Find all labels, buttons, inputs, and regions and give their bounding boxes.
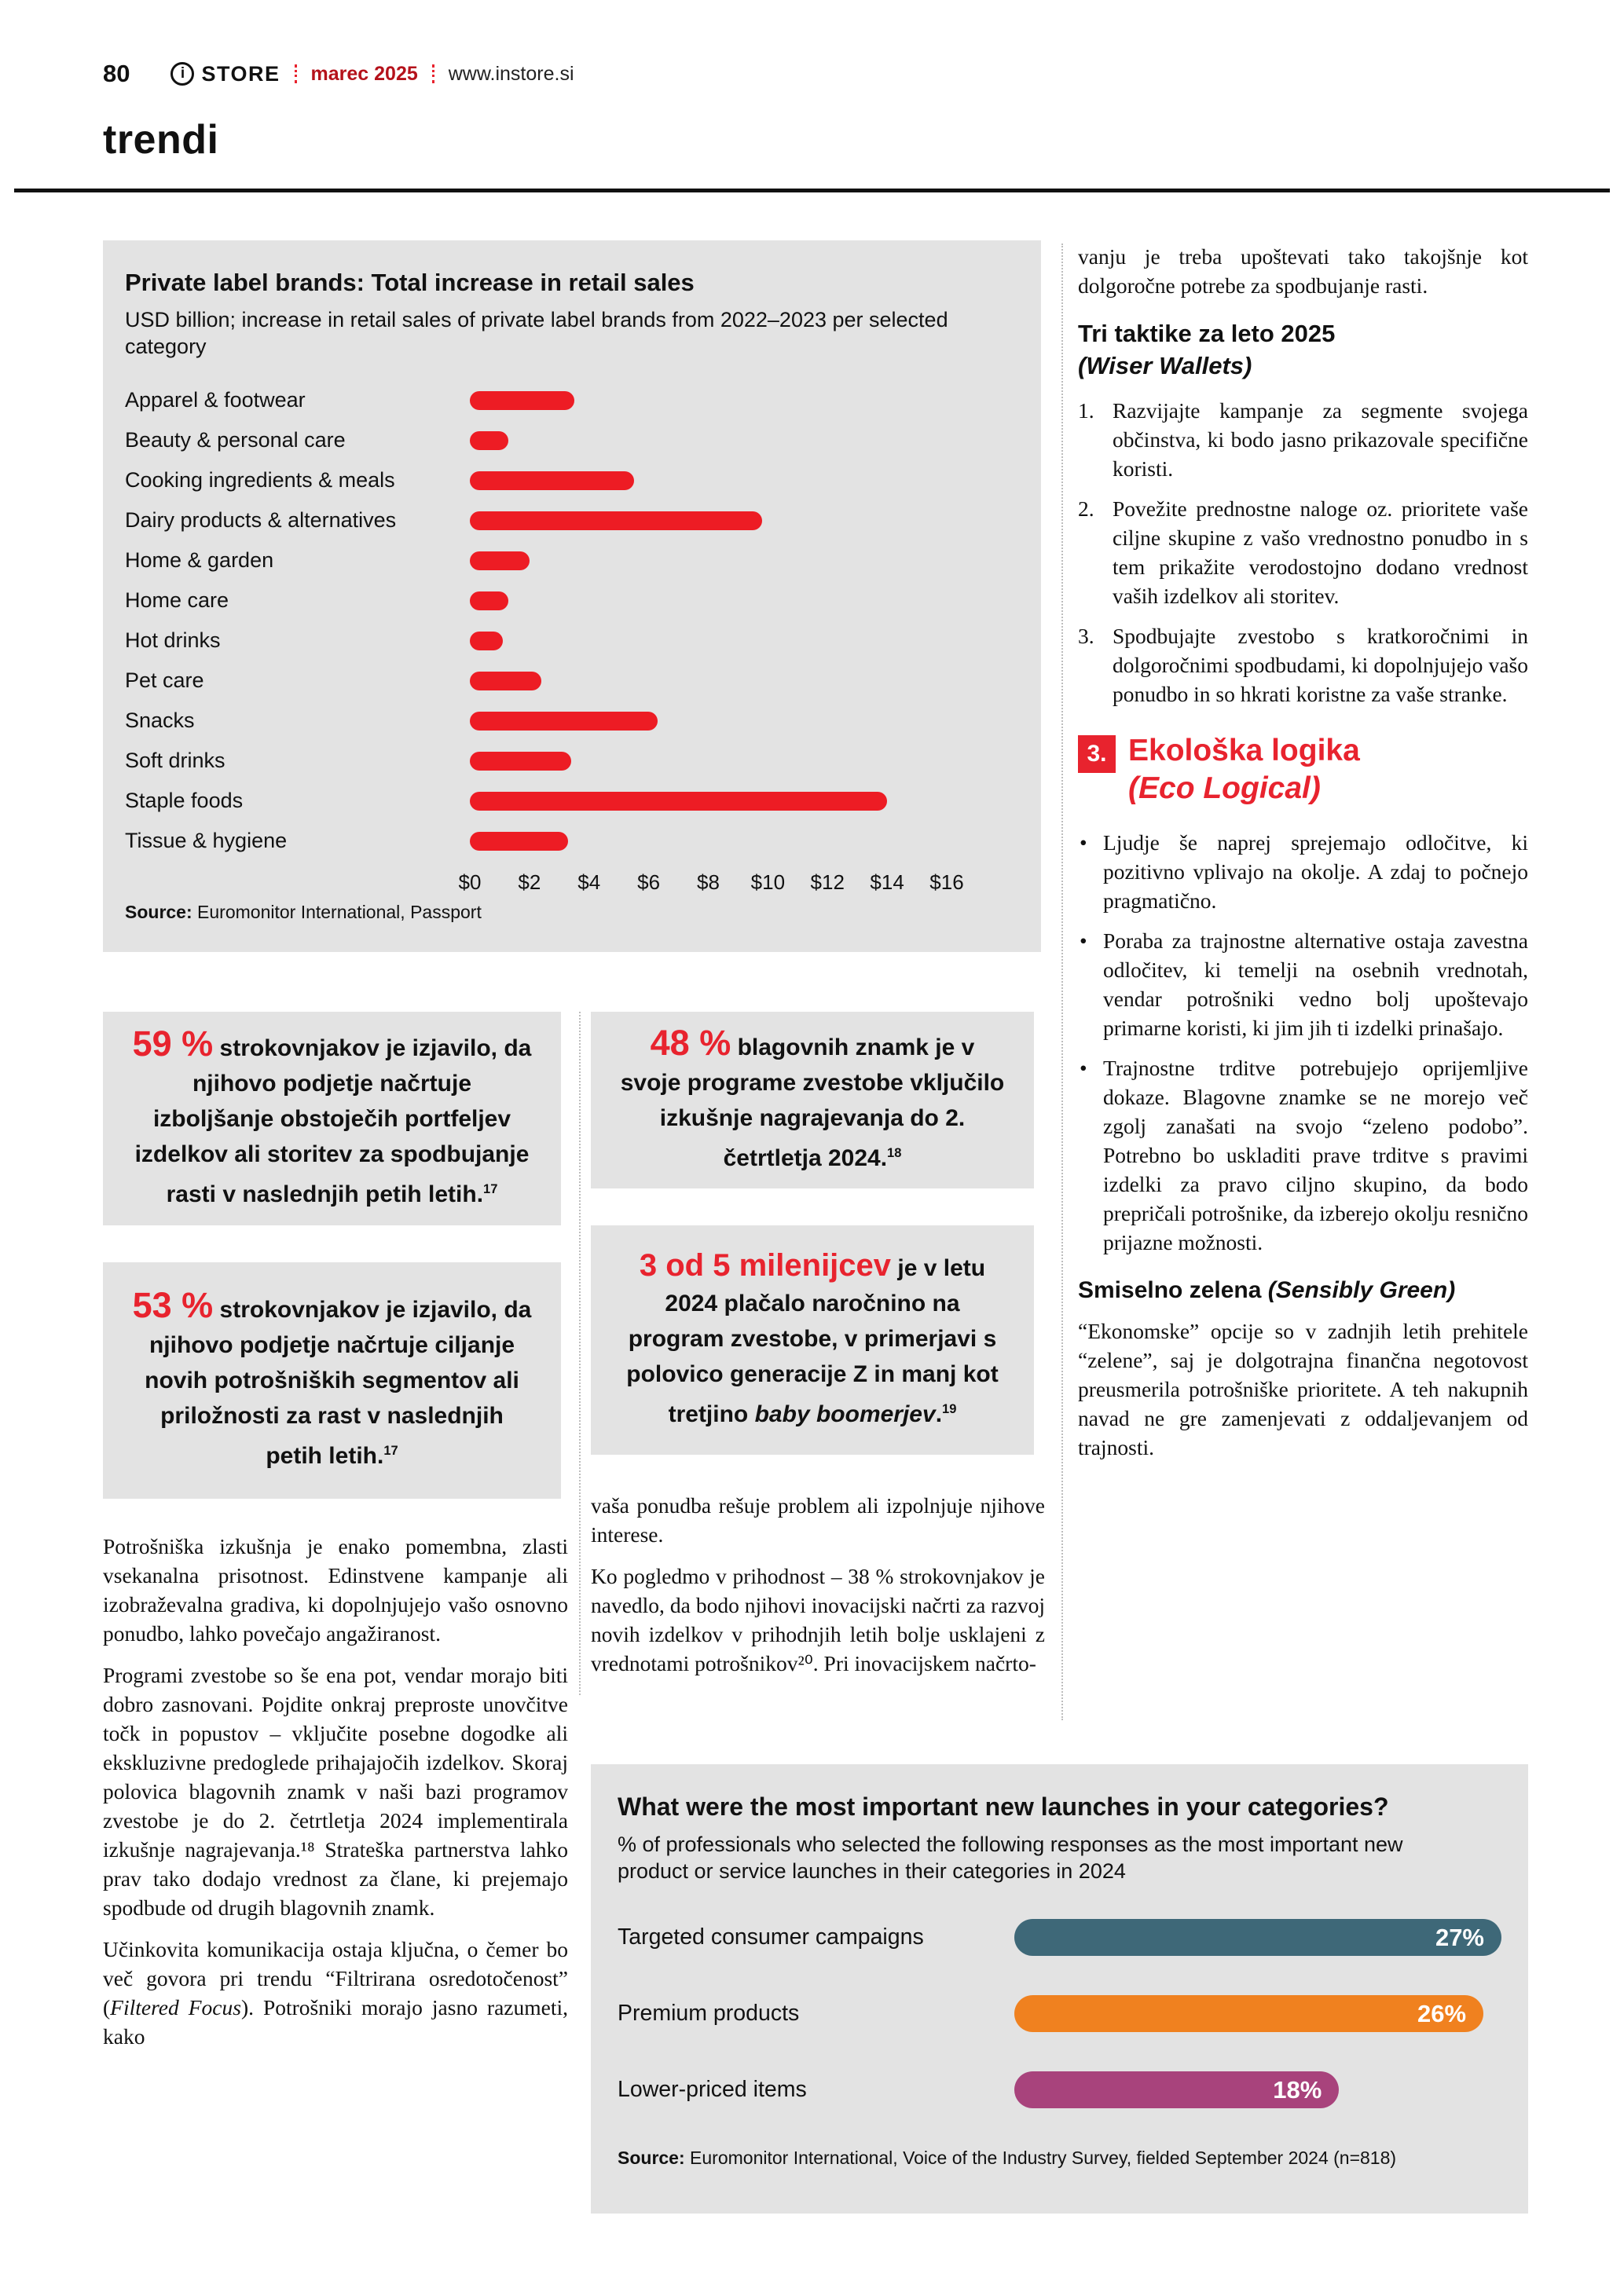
chart1-bar-track: [470, 431, 947, 450]
chart1-bar-track: [470, 391, 947, 410]
tactics-heading-subtitle: (Wiser Wallets): [1078, 352, 1252, 379]
stat-box-content: [619, 1248, 1006, 1432]
chart2-category-label: Lower-priced items: [618, 2077, 807, 2102]
stat-box-content: [131, 1287, 533, 1474]
chart1-axis-tick: $16: [929, 870, 964, 894]
tactic-number: 3.: [1078, 624, 1094, 648]
stat-box-59-percent: [103, 1012, 561, 1225]
paragraph-italic: Filtered Focus: [110, 1995, 241, 2020]
paragraph: vanju je treba upoštevati tako takojšnje kot dolgoročne potrebe za spodbujanje rasti.: [1078, 244, 1528, 298]
chart1-row: [125, 821, 1019, 861]
chart2-category-label: Targeted consumer campaigns: [618, 1924, 924, 1950]
tactics-heading-text: Tri taktike za leto 2025: [1078, 320, 1336, 347]
source-label: Source:: [618, 2148, 685, 2168]
chart2-value-label: 27%: [1435, 1923, 1484, 1951]
footnote-ref: 19: [942, 1402, 957, 1416]
stat-highlight: 53 %: [132, 1285, 214, 1325]
trend-title-subtitle: (Eco Logical): [1128, 771, 1321, 805]
chart1-axis-tick: $2: [518, 870, 541, 894]
masthead-separator: [432, 64, 434, 83]
stat-highlight: 48 %: [650, 1022, 731, 1063]
chart1-bar: [470, 431, 508, 450]
chart2-row: [618, 1995, 1501, 2032]
bullet-item: [1078, 828, 1528, 915]
paragraph-text: Učinkovita komunikacija ostaja ključna, o čemer bo več govora pri trendu “Filtrirana osredotočenost” (: [103, 1937, 568, 2020]
stat-box-content: [619, 1022, 1006, 1176]
chart1-row: [125, 701, 1019, 741]
stat-text: strokovnjakov je izjavilo, da njihovo podjetje načrtuje izboljšanje obstoječih portfeljev izdelkov ali storitev za spodbujanje rasti v naslednjih petih letih.: [134, 1034, 532, 1207]
chart1-bar-track: [470, 712, 947, 731]
left-column: [103, 1532, 568, 2063]
chart1-title: Private label brands: Total increase in retail sales: [125, 269, 695, 296]
chart2-bar-track: [1014, 2071, 1501, 2108]
chart1-category-label: Beauty & personal care: [125, 428, 346, 452]
footnote-ref: 17: [383, 1444, 398, 1458]
chart2-title: What were the most important new launches in your categories?: [618, 1792, 1389, 1821]
chart1-category-label: Home care: [125, 588, 229, 612]
chart1-bar: [470, 632, 503, 650]
brand-logo: [170, 62, 280, 86]
tactic-item: [1078, 621, 1528, 709]
chart1-source: [125, 902, 1019, 923]
chart1-category-label: Cooking ingredients & meals: [125, 468, 395, 492]
chart2-plot-area: [618, 1919, 1501, 2108]
chart1-category-label: Apparel & footwear: [125, 388, 306, 412]
chart1-row: [125, 500, 1019, 540]
chart2-bar: [1014, 1919, 1501, 1956]
chart1-bar: [470, 672, 541, 690]
stat-box-53-percent: [103, 1262, 561, 1499]
green-heading-text: Smiselno zelena: [1078, 1277, 1262, 1303]
tactic-text: Spodbujajte zvestobo s kratkoročnimi in dolgoročnimi spodbudami, ki dopolnjujejo vašo ponudbo in so hkrati koristne za vaše stranke.: [1113, 624, 1528, 706]
stat-italic-text: baby boomerjev: [754, 1401, 936, 1427]
chart1-category-label: Soft drinks: [125, 749, 225, 772]
stat-highlight: 3 od 5 milenijcev: [639, 1248, 892, 1283]
right-column: [1078, 242, 1528, 1474]
stat-box-48-percent: [591, 1012, 1034, 1188]
masthead-separator: [295, 64, 297, 83]
chart1-row: [125, 460, 1019, 500]
bullet-item: [1078, 1053, 1528, 1257]
chart2-source: [618, 2148, 1501, 2169]
chart1-row: [125, 380, 1019, 420]
chart2-bar-track: [1014, 1995, 1501, 2032]
trend-title-block: [1128, 732, 1360, 807]
chart1-axis-tick: $12: [810, 870, 845, 894]
issue-date: marec 2025: [310, 62, 418, 85]
chart1-row: [125, 781, 1019, 821]
stat-text: blagovnih znamk je v svoje programe zvestobe vključilo izkušnje nagrajevanja do 2. četrtletja 2024.: [620, 1034, 1005, 1171]
tactic-item: [1078, 494, 1528, 610]
bullet-text: Trajnostne trditve potrebujejo oprijemljive dokaze. Blagovne znamke se ne morejo več zgolj zanašati na svojo “zeleno podobo”. Potrebno bo uskladiti prave trditve s pravimi izdelki za pravo ciljno skupino, da bodo prepričali potrošnike, da izberejo okolju resnično prijazne možnosti.: [1103, 1056, 1528, 1254]
trend-title: Ekološka logika: [1128, 734, 1360, 767]
chart-private-label-box: [103, 240, 1041, 952]
chart1-row: [125, 621, 1019, 661]
chart1-category-label: Staple foods: [125, 789, 244, 812]
tactic-item: [1078, 396, 1528, 483]
page-number: 80: [103, 60, 130, 87]
chart1-category-label: Tissue & hygiene: [125, 829, 288, 852]
chart-launches-box: [591, 1764, 1528, 2214]
chart1-row: [125, 540, 1019, 580]
chart2-bar-track: [1014, 1919, 1501, 1956]
tactics-heading: [1078, 317, 1528, 382]
chart1-axis-tick: $0: [458, 870, 482, 894]
tactic-text: Razvijajte kampanje za segmente svojega občinstva, ki bodo jasno prikazovale specifične koristi.: [1113, 398, 1528, 481]
chart2-bar: [1014, 2071, 1339, 2108]
paragraph: Programi zvestobe so še ena pot, vendar morajo biti dobro zasnovani. Pojdite onkraj preproste unovčitve točk in popustov – vključite posebne dogodke ali ekskluzivne predoglede prihajajočih izdelkov. Skoraj polovica blagovnih znamk v naši bazi programov zvestobe je do 2. četrtletja 2024 implementirala izkušnje nagrajevanja.¹⁸ Strateška partnerstva lahko prav tako dodajo vrednost za člane, ki prejemajo spodbude od drugih blagovnih znamk.: [103, 1663, 568, 1920]
source-label: Source:: [125, 902, 192, 922]
masthead: [103, 60, 1530, 88]
chart1-bar: [470, 391, 574, 410]
bullet-item: [1078, 926, 1528, 1042]
chart1-bar-track: [470, 551, 947, 570]
website-url: www.instore.si: [448, 62, 574, 85]
bullet-text: Poraba za trajnostne alternative ostaja zavestna odločitev, ki temelji na osebnih vrednotah, vendar potrošniki vedno bolj upoštevajo primarne koristi, ki jim jih ti izdelki prinašajo.: [1103, 928, 1528, 1040]
chart1-row: [125, 580, 1019, 621]
chart1-category-label: Home & garden: [125, 548, 274, 572]
stat-box-millennials: [591, 1225, 1034, 1455]
chart1-subtitle: USD billion; increase in retail sales of private label brands from 2022–2023 per selected category: [125, 308, 948, 358]
chart1-x-axis: [458, 864, 964, 895]
source-text: Euromonitor International, Passport: [197, 902, 482, 922]
paragraph: [103, 1935, 568, 2051]
chart1-bar-track: [470, 832, 947, 851]
section-title: trendi: [103, 117, 219, 163]
chart1-bar-track: [470, 511, 947, 530]
chart2-subtitle: % of professionals who selected the following responses as the most important new product or service launches in their categories in 2024: [618, 1833, 1403, 1883]
source-text: Euromonitor International, Voice of the Industry Survey, fielded September 2024 (n=818): [690, 2148, 1397, 2168]
chart1-bar: [470, 752, 571, 771]
chart1-category-label: Snacks: [125, 709, 195, 732]
bullet-text: Ljudje še naprej sprejemajo odločitve, ki pozitivno vplivajo na okolje. A zdaj to počnejo pragmatično.: [1103, 830, 1528, 913]
chart2-row: [618, 2071, 1501, 2108]
column-divider: [579, 1012, 581, 1695]
stat-highlight: 59 %: [132, 1023, 214, 1064]
chart1-bar-track: [470, 752, 947, 771]
paragraph: vaša ponudba rešuje problem ali izpolnjuje njihove interese.: [591, 1493, 1045, 1547]
chart1-bar: [470, 591, 508, 610]
chart1-axis-tick: $4: [577, 870, 601, 894]
header-rule: [14, 189, 1610, 192]
chart2-value-label: 26%: [1417, 1999, 1467, 2027]
green-heading: [1078, 1277, 1528, 1304]
column-divider: [1061, 244, 1063, 1720]
chart1-category-label: Hot drinks: [125, 628, 221, 652]
brand-name: STORE: [201, 61, 280, 86]
chart1-bar-track: [470, 672, 947, 690]
chart2-bar: [1014, 1995, 1483, 2032]
chart1-bar: [470, 832, 568, 851]
chart1-axis-tick: $10: [750, 870, 786, 894]
chart1-bar-track: [470, 792, 947, 811]
chart2-category-label: Premium products: [618, 2001, 800, 2026]
chart1-bar: [470, 551, 530, 570]
trend-heading: [1078, 732, 1528, 807]
tactic-number: 1.: [1078, 398, 1094, 423]
stat-suffix: .: [935, 1401, 943, 1427]
chart1-category-label: Dairy products & alternatives: [125, 508, 397, 532]
chart2-value-label: 18%: [1273, 2075, 1322, 2104]
green-heading-subtitle: (Sensibly Green): [1267, 1277, 1456, 1303]
stat-text: je v letu 2024 plačalo naročnino na program zvestobe, v primerjavi s polovico generacije Z in manj kot tretjino: [626, 1255, 999, 1427]
chart1-bar-track: [470, 632, 947, 650]
paragraph: Ko pogledmo v prihodnost – 38 % strokovnjakov je navedlo, da bodo njihovi inovacijski načrti za razvoj novih izdelkov v prihodnjih letih bolje usklajeni z vrednotami potrošnikov²⁰. Pri inovacijskem načrto-: [591, 1564, 1045, 1675]
footnote-ref: 18: [887, 1145, 902, 1160]
chart1-bar: [470, 792, 887, 811]
chart1-bar-track: [470, 471, 947, 490]
chart1-bar-track: [470, 591, 947, 610]
trend-number-badge: 3.: [1078, 735, 1116, 773]
tactic-number: 2.: [1078, 496, 1094, 521]
chart1-axis-tick: $8: [697, 870, 720, 894]
chart1-axis-tick: $6: [637, 870, 661, 894]
paragraph: “Ekonomske” opcije so v zadnjih letih prehitele “zelene”, saj je dolgotrajna finančna negotovost preusmerila potrošniške prioritete. A teh nakupnih navad ne gre zamenjevati z oddaljevanjem od trajnosti.: [1078, 1319, 1528, 1459]
chart1-bar: [470, 511, 762, 530]
tactic-text: Povežite prednostne naloge oz. prioritete vaše ciljne skupine z vašo vrednostno ponudbo in s tem prikažite verodostojno dodano vrednost vaših izdelkov ali storitev.: [1113, 496, 1528, 608]
middle-column: [591, 1491, 1045, 1690]
chart1-axis-tick: $14: [870, 870, 904, 894]
paragraph: Potrošniška izkušnja je enako pomembna, zlasti vsekanalna prisotnost. Edinstvene kampanje ali izobraževalna gradiva, ki dopolnjujejo vašo osnovno ponudbo, lahko povečajo angažiranost.: [103, 1534, 568, 1646]
chart2-row: [618, 1919, 1501, 1956]
chart1-category-label: Pet care: [125, 668, 204, 692]
paragraph-text: ). Potrošniki morajo jasno razumeti, kako: [103, 1995, 568, 2049]
chart1-bar: [470, 471, 634, 490]
chart1-plot-area: [125, 380, 1019, 861]
chart1-bar: [470, 712, 658, 731]
chart1-row: [125, 661, 1019, 701]
footnote-ref: 17: [483, 1181, 498, 1196]
brand-logo-icon: i: [170, 62, 194, 86]
stat-text: strokovnjakov je izjavilo, da njihovo podjetje načrtuje ciljanje novih potrošniških segmentov ali priložnosti za rast v naslednjih petih letih.: [145, 1297, 532, 1469]
chart1-row: [125, 741, 1019, 781]
chart1-row: [125, 420, 1019, 460]
stat-box-content: [131, 1023, 533, 1212]
